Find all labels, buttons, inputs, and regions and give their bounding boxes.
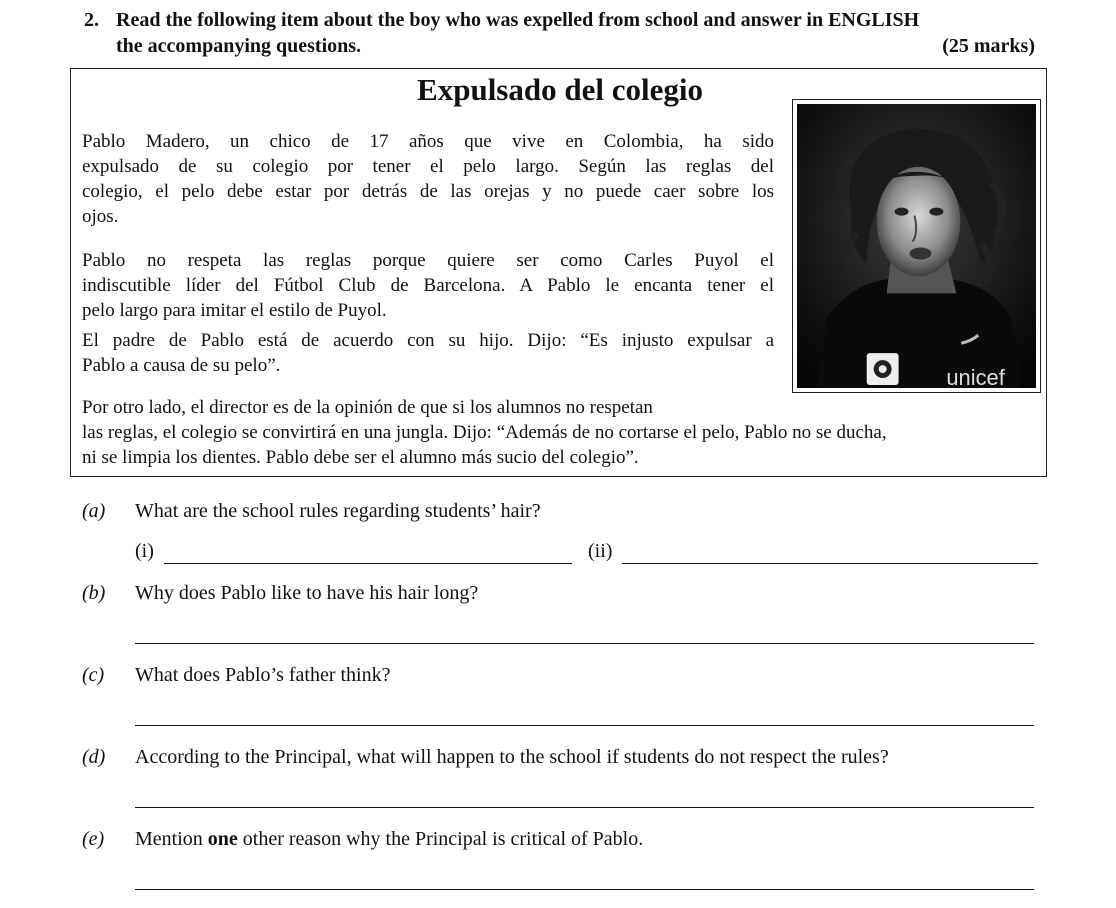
question-c-text: What does Pablo’s father think? xyxy=(135,664,391,686)
paragraph-3: El padre de Pablo está de acuerdo con su hijo. Dijo: “Es injusto expulsar a Pablo a causa de su pelo”. xyxy=(82,330,774,376)
question-e-label: (e) xyxy=(82,828,105,850)
instruction-line-2: the accompanying questions. xyxy=(116,35,362,57)
question-a-sub-ii: (ii) xyxy=(588,540,613,562)
question-a-sub-i: (i) xyxy=(135,540,154,562)
paragraph-4: Por otro lado, el director es de la opinión de que si los alumnos no respetan las reglas, el colegio se convirtirá en una jungla. Dijo: “Además de no cortarse el pelo, Pablo no se ducha, ni se limpia los dientes. Pablo debe ser el alumno más sucio del colegio”. xyxy=(82,397,887,468)
unicef-logo: unicef xyxy=(946,365,1005,388)
question-d-text: According to the Principal, what will happen to the school if students do not respect the rules? xyxy=(135,746,889,768)
player-photo xyxy=(792,99,1041,393)
answer-line-c[interactable] xyxy=(135,725,1034,726)
question-number: 2. xyxy=(84,9,99,31)
league-badge-icon xyxy=(867,353,899,385)
answer-line-b[interactable] xyxy=(135,643,1034,644)
question-b-text: Why does Pablo like to have his hair long? xyxy=(135,582,479,604)
answer-line-a-ii[interactable] xyxy=(622,563,1038,564)
question-c-label: (c) xyxy=(82,664,105,686)
answer-line-a-i[interactable] xyxy=(164,563,572,564)
instruction-line-1: Read the following item about the boy who was expelled from school and answer in ENGLISH xyxy=(116,9,920,31)
paragraph-2: Pablo no respeta las reglas porque quiere ser como Carles Puyol el indiscutible líder del Fútbol Club de Barcelona. A Pablo le encanta tener el pelo largo para imitar el estilo de Puyol. xyxy=(82,250,774,321)
question-a-label: (a) xyxy=(82,500,106,522)
player-photo-image xyxy=(797,104,1036,388)
emphasis-one: one xyxy=(207,828,238,850)
answer-line-d[interactable] xyxy=(135,807,1034,808)
question-a-text: What are the school rules regarding students’ hair? xyxy=(135,500,541,522)
article-title: Expulsado del colegio xyxy=(417,72,703,107)
marks-label: (25 marks) xyxy=(942,35,1035,57)
question-d-label: (d) xyxy=(82,746,106,768)
answer-line-e[interactable] xyxy=(135,889,1034,890)
question-b-label: (b) xyxy=(82,582,106,604)
question-e-text: Mention one other reason why the Principal is critical of Pablo. xyxy=(135,828,644,850)
paragraph-1: Pablo Madero, un chico de 17 años que vive en Colombia, ha sido expulsado de su colegio por tener el pelo largo. Según las reglas del colegio, el pelo debe estar por detrás de las orejas y no puede caer sobre los ojos. xyxy=(82,131,774,227)
